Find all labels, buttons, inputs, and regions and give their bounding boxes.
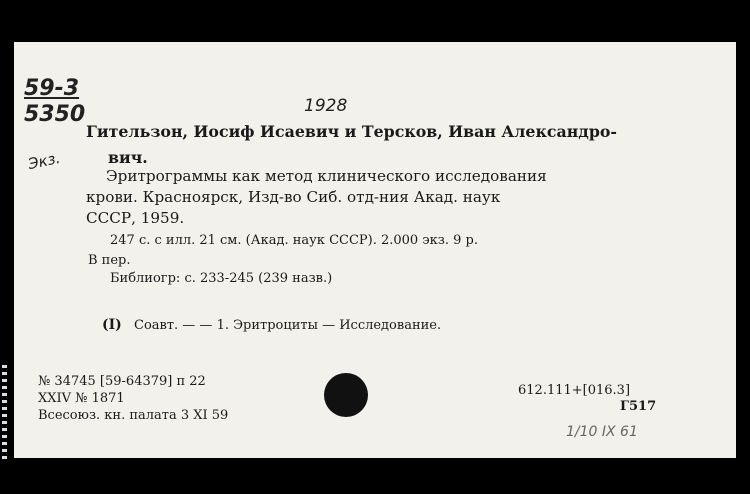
author-mark: Г517	[620, 399, 657, 414]
handwritten-margin-note: Экз.	[26, 148, 62, 174]
film-edge-mark	[2, 442, 7, 445]
film-edge-mark	[2, 400, 7, 403]
film-edge-strip	[0, 365, 10, 465]
film-edge-mark	[2, 407, 7, 410]
card-description-line-2: В пер.	[88, 253, 131, 268]
catalog-card	[14, 42, 736, 458]
card-bibliography: Библиогр: с. 233-245 (239 назв.)	[110, 271, 333, 286]
registration-line-1: № 34745 [59-64379] п 22	[38, 374, 206, 389]
registration-line-2: XXIV № 1871	[38, 391, 125, 406]
handwritten-year: 1928	[304, 96, 348, 116]
film-edge-mark	[2, 365, 7, 368]
film-edge-mark	[2, 421, 7, 424]
card-heading-line-2: вич.	[108, 148, 148, 167]
card-title-line-1: Эритрограммы как метод клинического исследования	[106, 167, 547, 185]
film-edge-mark	[2, 456, 7, 459]
handwritten-shelf-code: 59-3	[24, 76, 80, 101]
film-edge-mark	[2, 393, 7, 396]
card-title-line-2: крови. Красноярск, Изд-во Сиб. отд-ния Акад. наук	[86, 188, 501, 206]
card-title-line-3: СССР, 1959.	[86, 209, 185, 227]
film-edge-mark	[2, 435, 7, 438]
card-description-line-1: 247 с. с илл. 21 см. (Акад. наук СССР). 2.000 экз. 9 р.	[110, 233, 478, 248]
film-edge-mark	[2, 414, 7, 417]
handwritten-number: 5350	[24, 102, 86, 127]
film-edge-mark	[2, 428, 7, 431]
tracing-number: (I)	[102, 317, 122, 333]
film-edge-mark	[2, 386, 7, 389]
registration-line-3: Всесоюз. кн. палата 3 XI 59	[38, 408, 229, 423]
film-edge-mark	[2, 449, 7, 452]
card-heading-line-1: Гительзон, Иосиф Исаевич и Терсков, Иван Александро-	[86, 122, 617, 141]
film-edge-mark	[2, 372, 7, 375]
udc-index: 612.111+[016.3]	[518, 383, 631, 398]
film-edge-mark	[2, 379, 7, 382]
ink-blot	[324, 373, 368, 417]
tracing-line: Соавт. — — 1. Эритроциты — Исследование.	[134, 318, 442, 333]
handwritten-bottom-note: 1/10 IX 61	[566, 424, 638, 440]
